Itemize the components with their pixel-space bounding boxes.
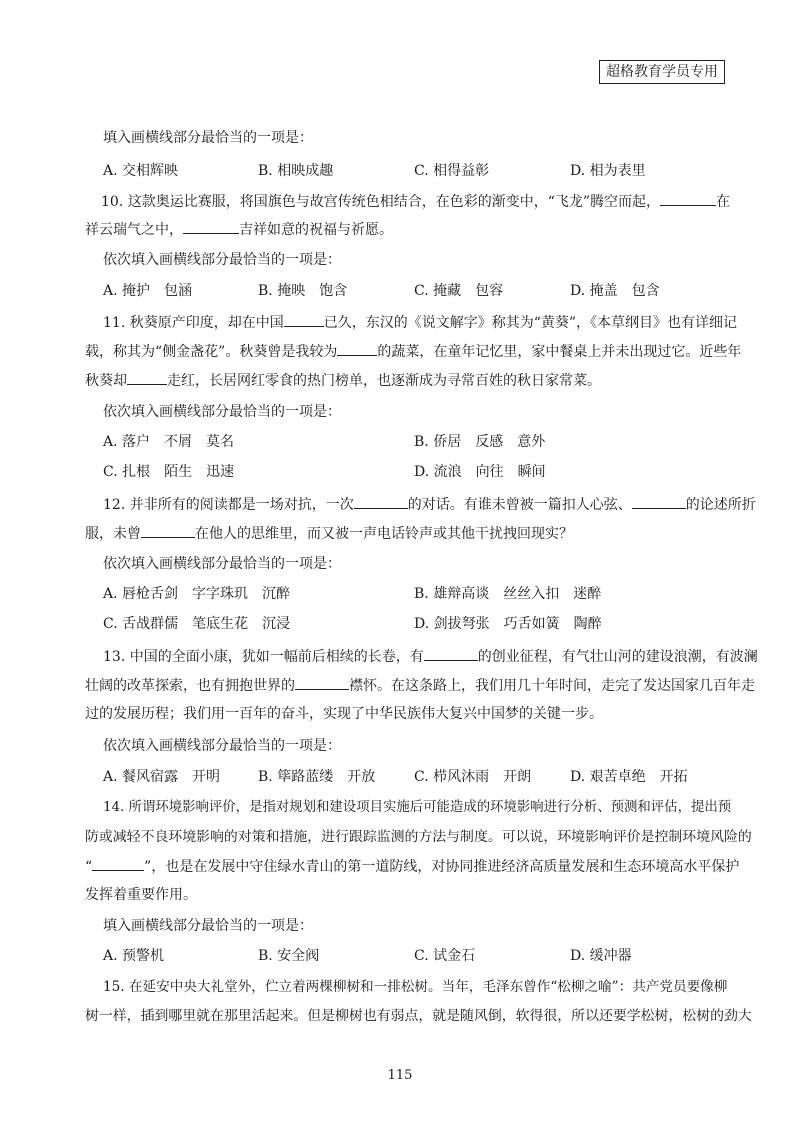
q14-option-c: C. 试金石 <box>414 948 476 964</box>
q13-prompt: 依次填入画横线部分最恰当的一项是： <box>103 738 341 754</box>
q9-option-b: B. 相映成趣 <box>258 163 334 179</box>
q9-option-a: A. 交相辉映 <box>103 163 179 179</box>
q12-stem-line1: 12. 并非所有的阅读都是一场对抗，一次 的对话。有谁未曾被一篇扣人心弦、 的论述所折 <box>103 494 756 515</box>
q14-stem-line2: 防或减轻不良环境影响的对策和措施，进行跟踪监测的方法与制度。可以说，环境影响评价是控制环境风险的 <box>85 829 752 845</box>
q10-stem-line1: 10. 这款奥运比赛服，将国旗色与故宫传统色相结合，在色彩的渐变中，“飞龙”腾空而起， 在 <box>101 191 730 212</box>
answer-blank <box>92 856 144 871</box>
answer-blank <box>632 494 686 509</box>
answer-blank <box>660 191 716 206</box>
q14-stem-line3: “ ”，也是在发展中守住绿水青山的第一道防线，对协同推进经济高质量发展和生态环境高水平保护 <box>85 856 739 877</box>
q11-prompt: 依次填入画横线部分最恰当的一项是： <box>103 404 341 420</box>
q10-option-a: A. 掩护 包涵 <box>103 283 193 299</box>
q13-option-b: B. 筚路蓝缕 开放 <box>258 769 376 785</box>
q11-option-b: B. 侨居 反感 意外 <box>414 434 546 450</box>
q13-stem-line2: 壮阔的改革探索，也有拥抱世界的 襟怀。在这条路上，我们用几十年时间，走完了发达国家几百年走 <box>85 675 755 696</box>
answer-blank <box>424 646 478 661</box>
q10-prompt: 依次填入画横线部分最恰当的一项是： <box>103 252 341 268</box>
answer-blank <box>295 675 349 690</box>
q9-prompt: 填入画横线部分最恰当的一项是： <box>103 130 313 146</box>
q9-option-c: C. 相得益彰 <box>414 163 490 179</box>
q13-stem-line1: 13. 中国的全面小康，犹如一幅前后相续的长卷，有 的创业征程，有气壮山河的建设浪潮，有波澜 <box>103 646 758 667</box>
answer-blank <box>127 370 167 385</box>
answer-blank <box>141 523 195 538</box>
q10-option-d: D. 掩盖 包含 <box>570 283 660 299</box>
q11-option-c: C. 扎根 陌生 迅速 <box>103 464 235 480</box>
q14-option-d: D. 缓冲器 <box>570 948 632 964</box>
q14-option-a: A. 预警机 <box>103 948 165 964</box>
q12-option-d: D. 剑拔弩张 巧舌如簧 陶醉 <box>414 616 602 632</box>
q15-stem-line1: 15. 在延安中央大礼堂外，伫立着两棵柳树和一排松树。当年，毛泽东曾作“松柳之喻”：共产党员要像柳 <box>103 979 728 995</box>
q10-stem-line2: 祥云瑞气之中， 吉祥如意的祝福与祈愿。 <box>85 219 393 240</box>
q11-stem-line2: 载，称其为“侧金盏花”。秋葵曾是我较为 的蔬菜，在童年记忆里，家中餐桌上并未出现过它。近些年 <box>85 341 741 362</box>
q11-stem-line1: 11. 秋葵原产印度，却在中国 已久，东汉的《说文解字》称其为“黄葵”，《本草纲目》也有详细记 <box>103 312 737 333</box>
header-stamp: 超格教育学员专用 <box>599 60 725 84</box>
q12-prompt: 依次填入画横线部分最恰当的一项是： <box>103 556 341 572</box>
q11-stem-line3: 秋葵却 走红，长居网红零食的热门榜单，也逐渐成为寻常百姓的秋日家常菜。 <box>85 370 601 391</box>
q14-prompt: 填入画横线部分最恰当的一项是： <box>103 918 313 934</box>
q12-stem-line2: 服，未曾 在他人的思维里，而又被一声电话铃声或其他干扰拽回现实？ <box>85 523 573 544</box>
q10-option-c: C. 掩藏 包容 <box>414 283 504 299</box>
answer-blank <box>183 219 239 234</box>
q11-option-d: D. 流浪 向往 瞬间 <box>414 464 546 480</box>
q15-stem-line2: 树一样，插到哪里就在那里活起来。但是柳树也有弱点，就是随风倒，软得很，所以还要学松树，松树的劲大 <box>85 1008 752 1024</box>
q9-option-d: D. 相为表里 <box>570 163 646 179</box>
answer-blank <box>354 494 408 509</box>
q13-option-a: A. 餐风宿露 开明 <box>103 769 221 785</box>
page-number: 115 <box>387 1068 413 1083</box>
q12-option-c: C. 舌战群儒 笔底生花 沉浸 <box>103 616 291 632</box>
q14-option-b: B. 安全阀 <box>258 948 320 964</box>
q14-stem-line1: 14. 所谓环境影响评价，是指对规划和建设项目实施后可能造成的环境影响进行分析、预测和评估，提出预 <box>103 800 732 815</box>
q11-option-a: A. 落户 不屑 莫名 <box>103 434 235 450</box>
q13-option-c: C. 栉风沐雨 开朗 <box>414 769 532 785</box>
q13-option-d: D. 艰苦卓绝 开拓 <box>570 769 688 785</box>
answer-blank <box>284 312 324 327</box>
answer-blank <box>337 341 377 356</box>
q12-option-a: A. 唇枪舌剑 字字珠玑 沉醉 <box>103 586 291 602</box>
q14-stem-line4: 发挥着重要作用。 <box>85 887 197 903</box>
q13-stem-line3: 过的发展历程；我们用一百年的奋斗，实现了中华民族伟大复兴中国梦的关键一步。 <box>85 706 603 722</box>
q10-option-b: B. 掩映 饱含 <box>258 283 348 299</box>
q12-option-b: B. 雄辩高谈 丝丝入扣 迷醉 <box>414 586 602 602</box>
